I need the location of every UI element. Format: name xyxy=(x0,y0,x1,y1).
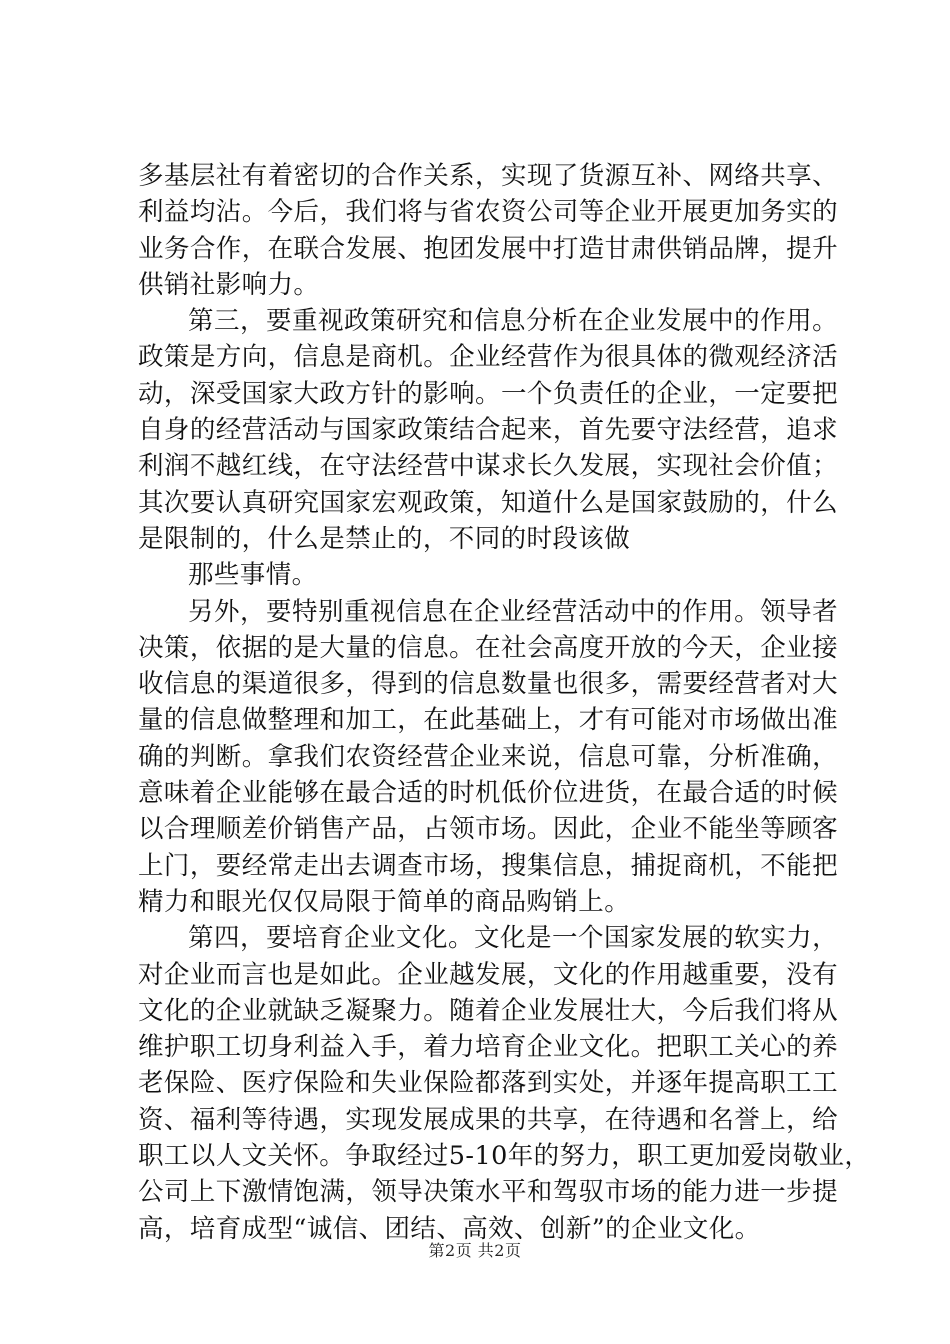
text-line: 第四，要培育企业文化。文化是一个国家发展的软实力， xyxy=(188,923,838,954)
text-line: 精力和眼光仅仅局限于简单的商品购销上。 xyxy=(138,886,631,917)
paragraph xyxy=(138,920,871,1247)
paragraph xyxy=(138,303,838,557)
text-line: 供销社影响力。 xyxy=(138,269,320,300)
paragraph xyxy=(138,557,838,593)
text-line: 政策是方向，信息是商机。企业经营作为很具体的微观经济活 xyxy=(138,342,838,373)
text-line: 动，深受国家大政方针的影响。一个负责任的企业，一定要把 xyxy=(138,378,838,409)
text-line: 利益均沾。今后，我们将与省农资公司等企业开展更加务实的 xyxy=(138,197,838,228)
text-line: 意味着企业能够在最合适的时机低价位进货，在最合适的时候 xyxy=(138,778,838,809)
text-line: 维护职工切身利益入手，着力培育企业文化。把职工关心的养 xyxy=(138,1032,838,1063)
text-line: 确的判断。拿我们农资经营企业来说，信息可靠，分析准确， xyxy=(138,741,838,772)
text-line: 文化的企业就缺乏凝聚力。随着企业发展壮大，今后我们将从 xyxy=(138,995,838,1026)
text-line: 利润不越红线，在守法经营中谋求长久发展，实现社会价值； xyxy=(138,451,838,482)
text-line: 量的信息做整理和加工，在此基础上，才有可能对市场做出准 xyxy=(138,705,838,736)
text-line: 业务合作，在联合发展、抱团发展中打造甘肃供销品牌，提升 xyxy=(138,233,838,264)
text-line: 收信息的渠道很多，得到的信息数量也很多，需要经营者对大 xyxy=(138,669,838,700)
text-line: 职工以人文关怀。争取经过5-10年的努力，职工更加爱岗敬业， xyxy=(138,1141,871,1172)
text-line: 以合理顺差价销售产品，占领市场。因此，企业不能坐等顾客 xyxy=(138,814,838,845)
text-line: 自身的经营活动与国家政策结合起来，首先要守法经营，追求 xyxy=(138,415,838,446)
text-line: 那些事情。 xyxy=(188,560,318,591)
page-footer: 第2页 共2页 xyxy=(428,1241,522,1260)
text-line: 对企业而言也是如此。企业越发展，文化的作用越重要，没有 xyxy=(138,959,838,990)
text-line: 上门，要经常走出去调查市场，搜集信息，捕捉商机，不能把 xyxy=(138,850,838,881)
text-line: 公司上下激情饱满，领导决策水平和驾驭市场的能力进一步提 xyxy=(138,1177,838,1208)
text-line: 第三，要重视政策研究和信息分析在企业发展中的作用。 xyxy=(188,306,838,337)
paragraph xyxy=(138,594,838,921)
document-body xyxy=(138,158,871,1247)
text-line: 老保险、医疗保险和失业保险都落到实处，并逐年提高职工工 xyxy=(138,1068,838,1099)
text-line: 资、福利等待遇，实现发展成果的共享，在待遇和名誉上，给 xyxy=(138,1104,838,1135)
text-line: 高，培育成型“诚信、团结、高效、创新”的企业文化。 xyxy=(138,1213,761,1244)
paragraph xyxy=(138,158,838,303)
text-line: 是限制的，什么是禁止的，不同的时段该做 xyxy=(138,523,631,554)
text-line: 另外，要特别重视信息在企业经营活动中的作用。领导者 xyxy=(188,596,838,627)
text-line: 其次要认真研究国家宏观政策，知道什么是国家鼓励的，什么 xyxy=(138,487,838,518)
text-line: 多基层社有着密切的合作关系，实现了货源互补、网络共享、 xyxy=(138,161,838,191)
text-line: 决策，依据的是大量的信息。在社会高度开放的今天，企业接 xyxy=(138,632,838,663)
